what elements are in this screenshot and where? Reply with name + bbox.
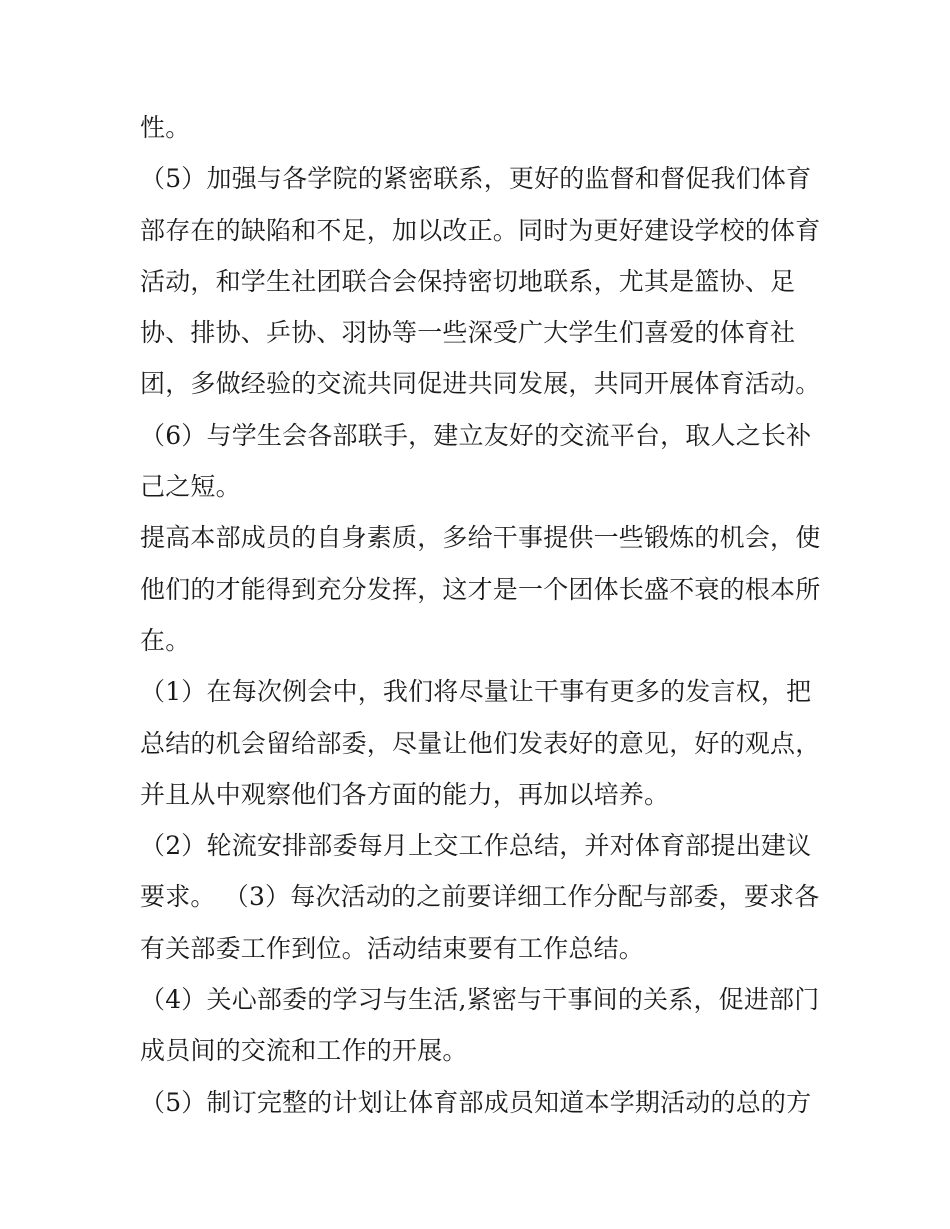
text-line: （5）制订完整的计划让体育部成员知道本学期活动的总的方 [140,1087,812,1117]
text-line: 部存在的缺陷和不足，加以改正。同时为更好建设学校的体育 [140,215,821,245]
text-line: 要求。 （3）每次活动的之前要详细工作分配与部委，要求各 [140,882,820,912]
text-line: 有关部委工作到位。活动结束要有工作总结。 [140,933,645,963]
text-line: 他们的才能得到充分发挥，这才是一个团体长盛不衰的根本所 [140,574,821,604]
text-line: （2）轮流安排部委每月上交工作总结，并对体育部提出建议 [140,831,812,861]
text-line: （1）在每次例会中，我们将尽量让干事有更多的发言权，把 [140,677,812,707]
text-line: 在。 [140,625,191,655]
text-line: （5）加强与各学院的紧密联系，更好的监督和督促我们体育 [140,164,812,194]
text-line: 并且从中观察他们各方面的能力，再加以培养。 [140,779,670,809]
text-line: 协、排协、乒协、羽协等一些深受广大学生们喜爱的体育社 [140,318,796,348]
text-line: 总结的机会留给部委，尽量让他们发表好的意见，好的观点， [140,728,821,758]
text-line: 团，多做经验的交流共同促进共同发展，共同开展体育活动。 [140,369,821,399]
text-line: 己之短。 [140,472,241,502]
text-line: 性。 [140,113,191,142]
document-body [140,107,820,1133]
text-line: （6）与学生会各部联手，建立友好的交流平台，取人之长补 [140,420,812,450]
text-line: 提高本部成员的自身素质，多给干事提供一些锻炼的机会，使 [140,523,821,553]
text-line: 活动，和学生社团联合会保持密切地联系，尤其是篮协、足 [140,266,796,296]
text-line: （4）关心部委的学习与生活,紧密与干事间的关系，促进部门 [140,985,820,1015]
text-line: 成员间的交流和工作的开展。 [140,1036,468,1066]
